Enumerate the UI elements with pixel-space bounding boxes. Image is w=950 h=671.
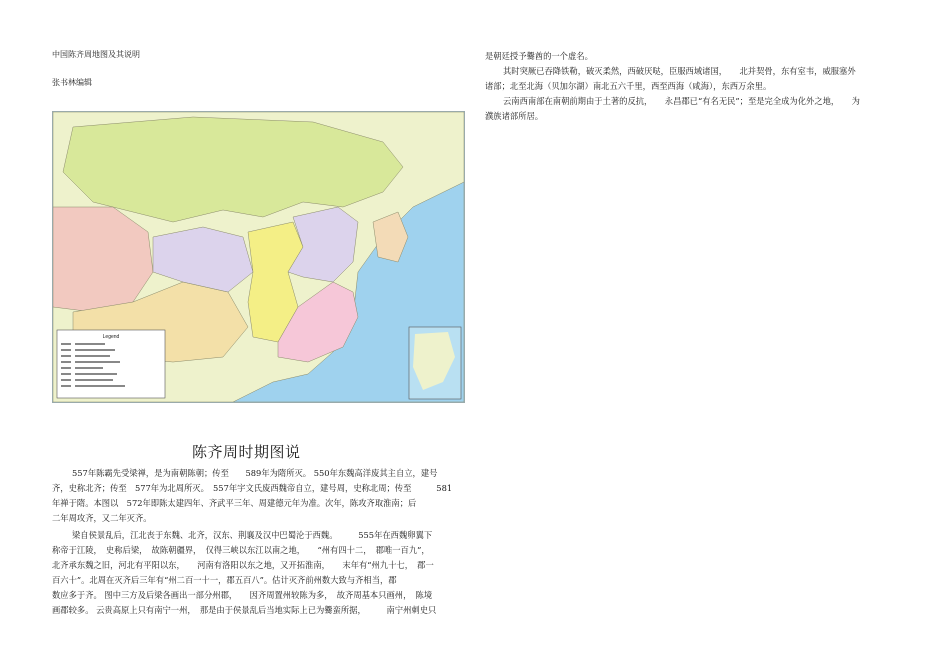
map-legend-box [57, 330, 165, 398]
map-legend-title: Legend [102, 334, 120, 340]
right-line-3: 诸部；北至北海（贝加尔湖）南北五六千里，西至西海（咸海），东西万余里。 [485, 81, 772, 91]
right-line-2-text: 突厥已吞降铁勒，破灭柔然，西破厌哒，臣服西域诸国， 北并契骨，东有室韦，威服塞外 [519, 66, 856, 76]
right-line-1: 是朝廷授予爨酋的一个虚名。 [485, 51, 593, 61]
body-line-9: 数应多于齐。 图中三方及后梁各画出一部分州郡， 因齐周置州较陈为多， 故齐周基本只画州， 陈境 [52, 590, 433, 600]
right-line-2 [503, 66, 856, 77]
document-title: 中国陈齐周地图及其说明 [52, 50, 140, 59]
page-title: 陈齐周时期图说 [192, 443, 301, 461]
body-line-1: 557年陈霸先受梁禅，是为南朝陈朝；传至 589年为隋所灭。 550年东魏高洋废其主自立，建号 [72, 468, 438, 478]
body-line-8: 百六十”。北周在灭齐后三年有“州二百一十一，郡五百八”。估计灭齐前州数大致与齐相当，郡 [52, 575, 397, 585]
right-line-4: 云南西南部在南朝前期由于土著的反抗， 永昌郡已“有名无民”；至是完全成为化外之地， 为 [503, 96, 860, 106]
body-line-3: 年禅于隋。本图以 572年即陈太建四年、齐武平三年、周建德元年为准。次年，陈攻齐取淮南；后 [52, 498, 417, 508]
body-line-4: 二年周攻齐，又二年灭齐。 [52, 513, 152, 523]
map-svg [53, 112, 464, 402]
author-line: 张书林编辑 [52, 78, 92, 87]
historical-map [52, 111, 465, 403]
right-line-5: 濮族诸部所居。 [485, 111, 544, 121]
body-line-2: 齐，史称北齐；传至 577年为北周所灭。 557年宇文氏废西魏帝自立，建号周，史称北周；传至 581 [52, 483, 453, 493]
body-line-10: 画郡较多。 云贵高原上只有南宁一州， 那是由于侯景乱后当地实际上已为爨蛮所据， 南宁州刺史只 [52, 605, 437, 615]
body-line-6: 称帝于江陵， 史称后梁， 故陈朝疆界， 仅得三峡以东江以南之地， “州有四十二， 郡唯一百九”， [52, 545, 430, 555]
body-line-5: 梁自侯景乱后，江北丧于东魏、北齐，汉东、荆襄及汉中巴蜀沦于西魏。 555年在西魏卵翼下 [72, 530, 433, 540]
right-line-2-prefix: 其时 [503, 66, 520, 76]
body-line-7: 北齐承东魏之旧，河北有平阳以东， 河南有洛阳以东之地，又开拓淮南， 末年有“州九十七， 郡一 [52, 560, 434, 570]
